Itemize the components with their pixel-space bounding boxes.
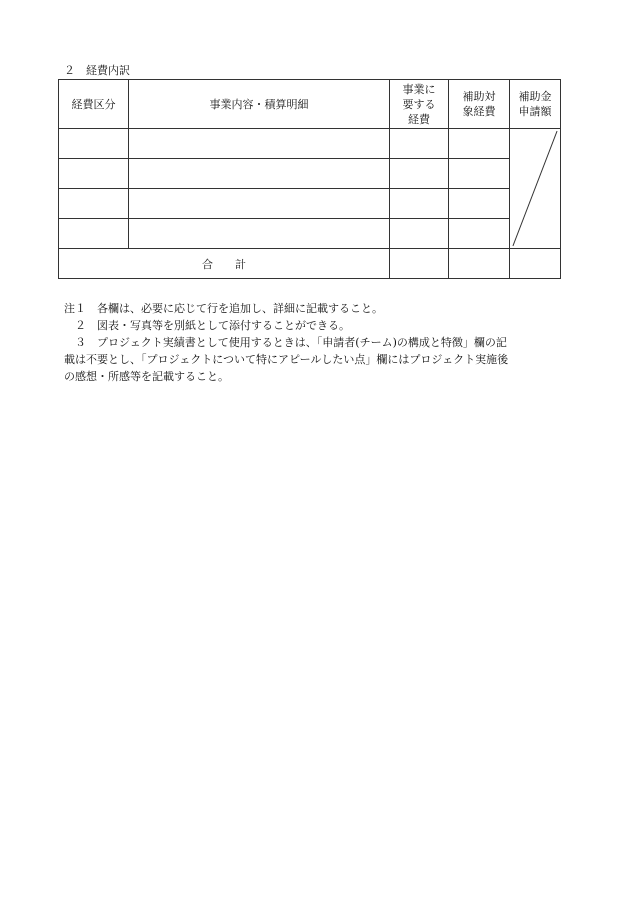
- total-project-cost[interactable]: [390, 249, 449, 279]
- total-label: 合 計: [202, 257, 246, 271]
- header-requested-amount: 補助金 申請額: [510, 80, 561, 129]
- cell-eligible-cost[interactable]: [449, 159, 510, 189]
- header-expense-category: 経費区分: [59, 80, 129, 129]
- cell-project-cost[interactable]: [390, 159, 449, 189]
- cell-expense-category[interactable]: [59, 159, 129, 189]
- table-row: [59, 129, 561, 159]
- cell-expense-category[interactable]: [59, 189, 129, 219]
- total-row: [59, 249, 561, 279]
- cell-eligible-cost[interactable]: [449, 219, 510, 249]
- header-details: 事業内容・積算明細: [129, 80, 390, 129]
- cell-expense-category[interactable]: [59, 219, 129, 249]
- cell-eligible-cost[interactable]: [449, 189, 510, 219]
- cell-details[interactable]: [129, 129, 390, 159]
- section-title: ２ 経費内訳: [64, 64, 130, 77]
- note-line: 載は不要とし、「プロジェクトについて特にアピールしたい点」欄にはプロジェクト実施後: [64, 353, 509, 366]
- total-requested-amount[interactable]: [510, 249, 561, 279]
- header-eligible-cost: 補助対 象経費: [449, 80, 510, 129]
- total-eligible-cost[interactable]: [449, 249, 510, 279]
- table-row: [59, 159, 561, 189]
- table-header-row: [59, 80, 561, 129]
- note-line: ３ プロジェクト実績書として使用するときは、「申請者(チーム)の構成と特徴」欄の記: [64, 336, 507, 349]
- table-row: [59, 189, 561, 219]
- cell-eligible-cost[interactable]: [449, 129, 510, 159]
- expense-breakdown-table: [58, 79, 561, 279]
- cell-expense-category[interactable]: [59, 129, 129, 159]
- notes-section: [64, 300, 564, 385]
- cell-details[interactable]: [129, 219, 390, 249]
- diagonal-strike-line: [510, 129, 560, 248]
- cell-details[interactable]: [129, 159, 390, 189]
- cell-project-cost[interactable]: [390, 189, 449, 219]
- total-label-cell: [59, 249, 390, 279]
- cell-project-cost[interactable]: [390, 129, 449, 159]
- cell-project-cost[interactable]: [390, 219, 449, 249]
- note-line: の感想・所感等を記載すること。: [64, 370, 229, 383]
- note-line: ２ 図表・写真等を別紙として添付することができる。: [64, 319, 350, 332]
- cell-details[interactable]: [129, 189, 390, 219]
- header-project-cost: 事業に 要する 経費: [390, 80, 449, 129]
- table-row: [59, 219, 561, 249]
- requested-amount-crossed-out-cell: [510, 129, 561, 249]
- note-line: 注１ 各欄は、必要に応じて行を追加し、詳細に記載すること。: [64, 302, 383, 315]
